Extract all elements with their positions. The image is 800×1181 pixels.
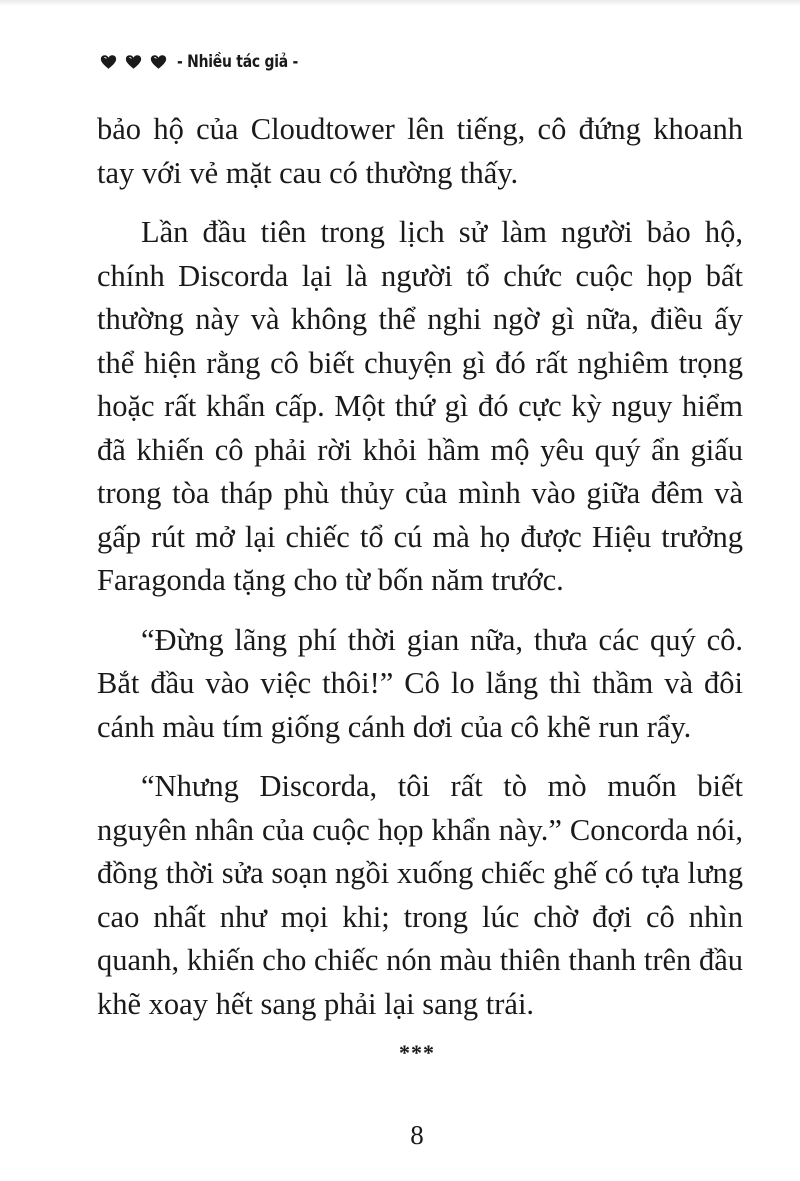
section-separator: *** bbox=[399, 1040, 435, 1065]
scan-edge bbox=[0, 0, 800, 6]
running-header bbox=[100, 47, 325, 77]
heart-icon bbox=[100, 54, 117, 70]
heart-ornament bbox=[100, 54, 167, 70]
heart-icon bbox=[150, 54, 167, 70]
paragraph: Lần đầu tiên trong lịch sử làm người bảo hộ, chính Discorda lại là người tổ chức cuộc họp bất thường này và không thể nghi ngờ gì nữa, điều ấy thể hiện rằng cô biết chuyện gì đó rất nghiêm trọng hoặc rất khẩn cấp. Một thứ gì đó cực kỳ nguy hiểm đã khiến cô phải rời khỏi hầm mộ yêu quý ẩn giấu trong tòa tháp phù thủy của mình vào giữa đêm và gấp rút mở lại chiếc tổ cú mà họ được Hiệu trưởng Faragonda tặng cho từ bốn năm trước. bbox=[97, 215, 743, 597]
heart-icon bbox=[125, 54, 142, 70]
body-text bbox=[97, 108, 743, 1026]
page-number: 8 bbox=[410, 1120, 424, 1150]
author-header: - Nhiều tác giả - bbox=[177, 52, 299, 72]
paragraph: “Nhưng Discorda, tôi rất tò mò muốn biết nguyên nhân của cuộc họp khẩn này.” Concorda nói, đồng thời sửa soạn ngồi xuống chiếc ghế có tựa lưng cao nhất như mọi khi; trong lúc chờ đợi cô nhìn quanh, khiến cho chiếc nón màu thiên thanh trên đầu khẽ xoay hết sang phải lại sang trái. bbox=[97, 769, 743, 1021]
paragraph: “Đừng lãng phí thời gian nữa, thưa các quý cô. Bắt đầu vào việc thôi!” Cô lo lắng thì thầm và đôi cánh màu tím giống cánh dơi của cô khẽ run rẩy. bbox=[97, 622, 743, 744]
paragraph: bảo hộ của Cloudtower lên tiếng, cô đứng khoanh tay với vẻ mặt cau có thường thấy. bbox=[97, 112, 743, 190]
